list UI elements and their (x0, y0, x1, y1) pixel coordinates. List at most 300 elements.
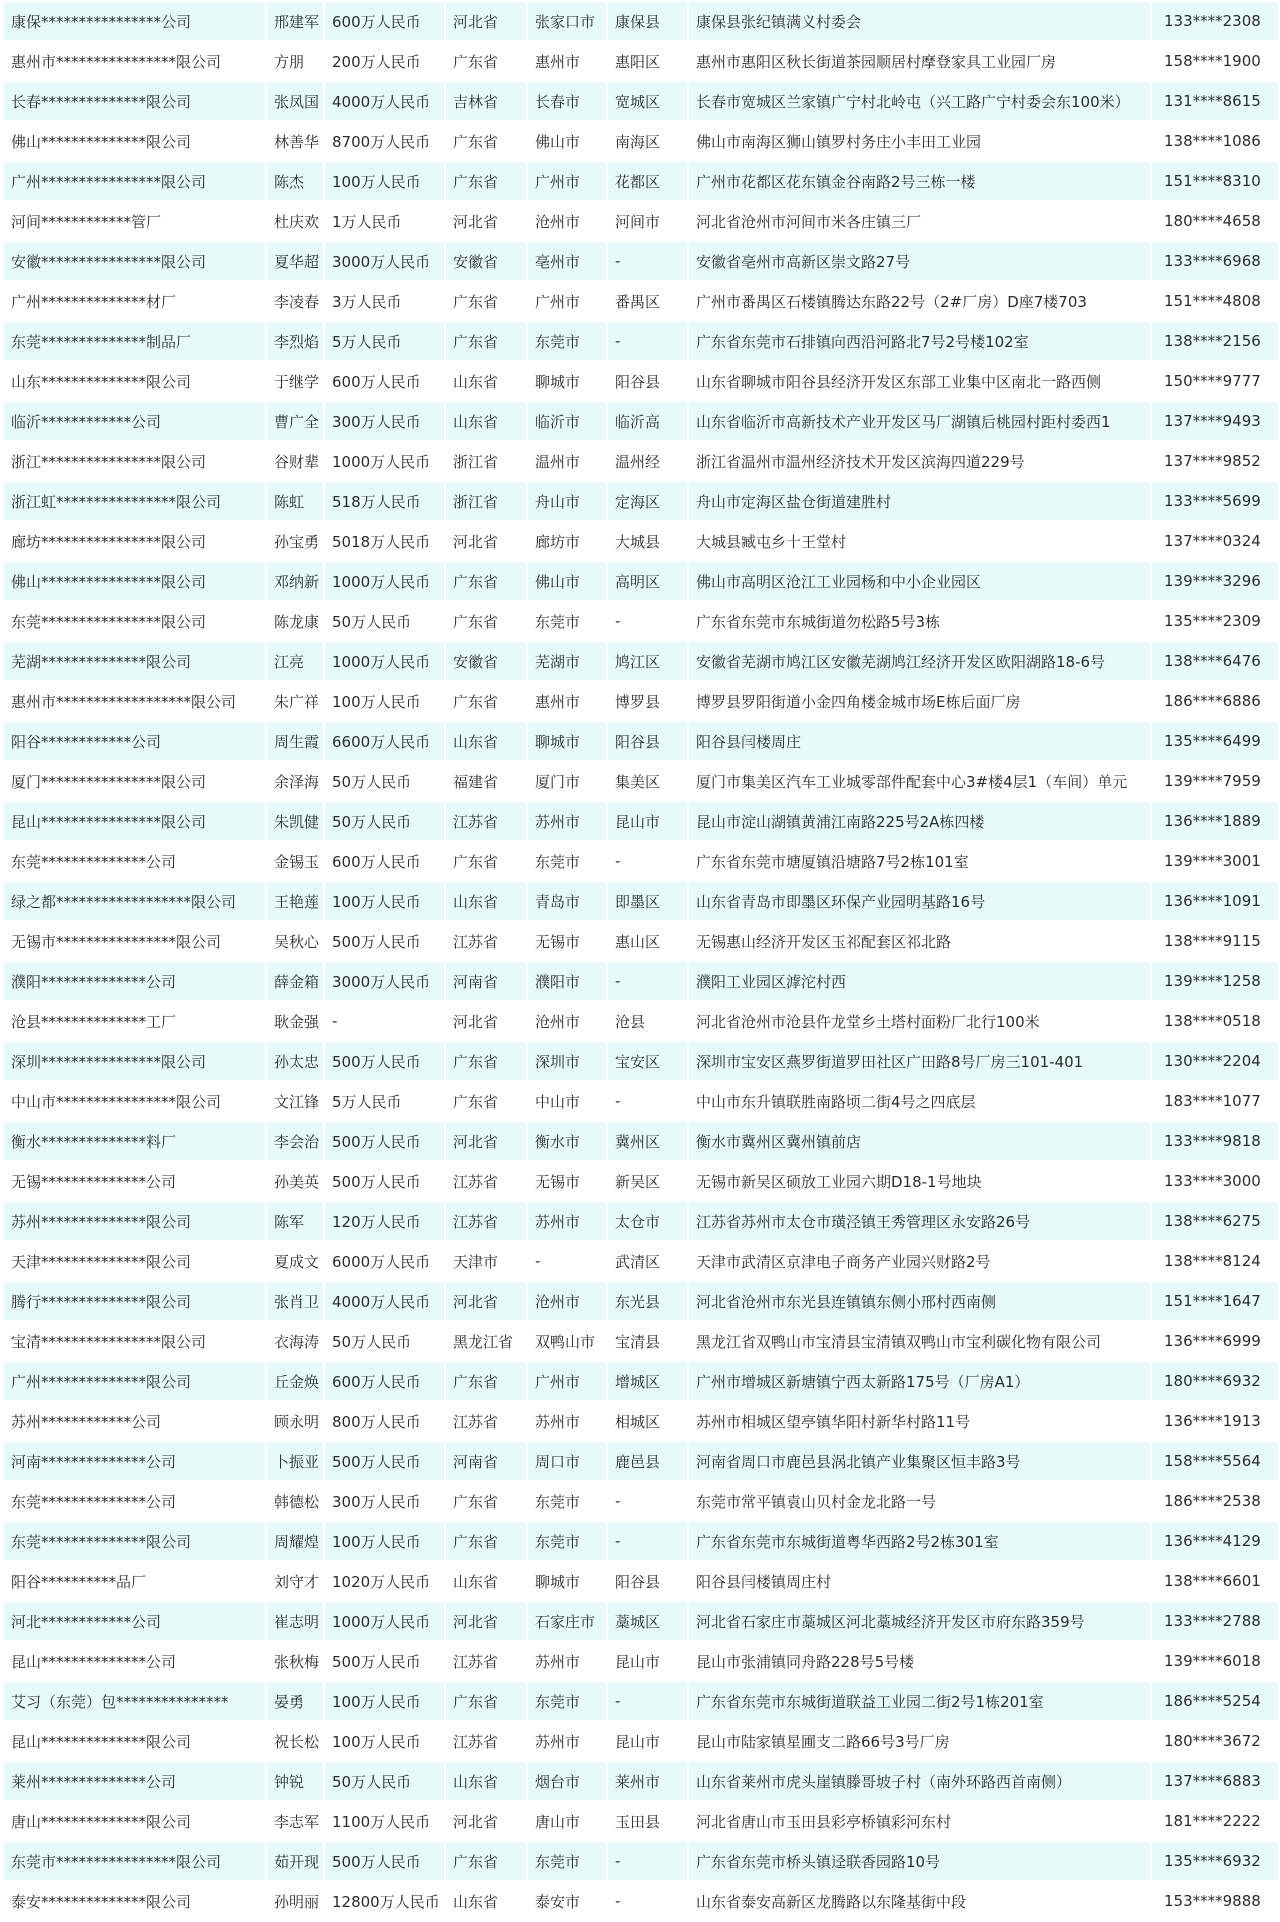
company-name-cell: 东莞**************限公司 (3, 1521, 266, 1561)
legal-rep-cell: 张凤国 (266, 81, 324, 121)
address-cell: 无锡市新吴区硕放工业园六期D18-1号地块 (688, 1161, 1151, 1201)
phone-cell: 139****3001 (1151, 841, 1279, 881)
registered-capital-cell: 200万人民币 (324, 41, 445, 81)
address-cell: 昆山市陆家镇星圃支二路66号3号厂房 (688, 1721, 1151, 1761)
city-cell: 无锡市 (527, 921, 607, 961)
province-cell: 河北省 (445, 201, 527, 241)
company-name-cell: 浙江虹****************限公司 (3, 481, 266, 521)
legal-rep-cell: 金锡玉 (266, 841, 324, 881)
city-cell: 唐山市 (527, 1801, 607, 1841)
table-row (3, 1761, 1279, 1801)
company-name-cell: 阳谷************公司 (3, 721, 266, 761)
company-name-cell: 莱州**************公司 (3, 1761, 266, 1801)
legal-rep-cell: 文江锋 (266, 1081, 324, 1121)
province-cell: 广东省 (445, 681, 527, 721)
district-cell: 宽城区 (607, 81, 688, 121)
table-row (3, 1281, 1279, 1321)
city-cell: 沧州市 (527, 1281, 607, 1321)
district-cell: - (607, 961, 688, 1001)
city-cell: 亳州市 (527, 241, 607, 281)
company-name-cell: 安徽****************限公司 (3, 241, 266, 281)
table-row (3, 1521, 1279, 1561)
district-cell: 定海区 (607, 481, 688, 521)
registered-capital-cell: 1000万人民币 (324, 1601, 445, 1641)
district-cell: - (607, 601, 688, 641)
district-cell: 新吴区 (607, 1161, 688, 1201)
legal-rep-cell: 钟锐 (266, 1761, 324, 1801)
phone-cell: 135****6932 (1151, 1841, 1279, 1881)
company-name-cell: 厦门****************限公司 (3, 761, 266, 801)
province-cell: 河北省 (445, 521, 527, 561)
province-cell: 广东省 (445, 1841, 527, 1881)
district-cell: 莱州市 (607, 1761, 688, 1801)
address-cell: 广东省东莞市石排镇向西沿河路北7号2号楼102室 (688, 321, 1151, 361)
legal-rep-cell: 江亮 (266, 641, 324, 681)
legal-rep-cell: 朱凯健 (266, 801, 324, 841)
address-cell: 昆山市淀山湖镇黄浦江南路225号2A栋四楼 (688, 801, 1151, 841)
legal-rep-cell: 陈虹 (266, 481, 324, 521)
address-cell: 黑龙江省双鸭山市宝清县宝清镇双鸭山市宝利碳化物有限公司 (688, 1321, 1151, 1361)
province-cell: 广东省 (445, 1041, 527, 1081)
province-cell: 山东省 (445, 721, 527, 761)
phone-cell: 138****6476 (1151, 641, 1279, 681)
district-cell: 阳谷县 (607, 361, 688, 401)
province-cell: 广东省 (445, 121, 527, 161)
district-cell: 武清区 (607, 1241, 688, 1281)
registered-capital-cell: 120万人民币 (324, 1201, 445, 1241)
district-cell: - (607, 1481, 688, 1521)
company-name-cell: 河南**************公司 (3, 1441, 266, 1481)
legal-rep-cell: 晏勇 (266, 1681, 324, 1721)
district-cell: 康保县 (607, 1, 688, 41)
district-cell: - (607, 1681, 688, 1721)
table-row (3, 521, 1279, 561)
district-cell: 南海区 (607, 121, 688, 161)
province-cell: 山东省 (445, 401, 527, 441)
city-cell: 苏州市 (527, 1401, 607, 1441)
phone-cell: 180****6932 (1151, 1361, 1279, 1401)
province-cell: 广东省 (445, 321, 527, 361)
legal-rep-cell: 丘金焕 (266, 1361, 324, 1401)
address-cell: 苏州市相城区望亭镇华阳村新华村路11号 (688, 1401, 1151, 1441)
address-cell: 河北省沧州市东光县连镇镇东侧小邢村西南侧 (688, 1281, 1151, 1321)
province-cell: 广东省 (445, 561, 527, 601)
company-name-cell: 东莞**************公司 (3, 1481, 266, 1521)
city-cell: 广州市 (527, 281, 607, 321)
table-row (3, 1241, 1279, 1281)
phone-cell: 138****6601 (1151, 1561, 1279, 1601)
district-cell: - (607, 241, 688, 281)
legal-rep-cell: 李烈焰 (266, 321, 324, 361)
city-cell: 惠州市 (527, 681, 607, 721)
province-cell: 广东省 (445, 841, 527, 881)
phone-cell: 138****1086 (1151, 121, 1279, 161)
district-cell: 临沂高 (607, 401, 688, 441)
address-cell: 浙江省温州市温州经济技术开发区滨海四道229号 (688, 441, 1151, 481)
table-row (3, 921, 1279, 961)
table-row (3, 1321, 1279, 1361)
province-cell: 广东省 (445, 601, 527, 641)
table-row (3, 281, 1279, 321)
phone-cell: 138****0518 (1151, 1001, 1279, 1041)
company-name-cell: 广州**************限公司 (3, 1361, 266, 1401)
city-cell: 广州市 (527, 161, 607, 201)
registered-capital-cell: 100万人民币 (324, 1721, 445, 1761)
district-cell: - (607, 1881, 688, 1921)
registered-capital-cell: 3000万人民币 (324, 241, 445, 281)
registered-capital-cell: 4000万人民币 (324, 1281, 445, 1321)
city-cell: 聊城市 (527, 721, 607, 761)
phone-cell: 133****6968 (1151, 241, 1279, 281)
company-name-cell: 天津**************限公司 (3, 1241, 266, 1281)
registered-capital-cell: 300万人民币 (324, 401, 445, 441)
legal-rep-cell: 周生霞 (266, 721, 324, 761)
address-cell: 山东省临沂市高新技术产业开发区马厂湖镇后桃园村距村委西1 (688, 401, 1151, 441)
province-cell: 江苏省 (445, 1721, 527, 1761)
address-cell: 阳谷县闫楼镇周庄村 (688, 1561, 1151, 1601)
city-cell: 沧州市 (527, 201, 607, 241)
table-row (3, 1001, 1279, 1041)
registered-capital-cell: 50万人民币 (324, 1321, 445, 1361)
address-cell: 天津市武清区京津电子商务产业园兴财路2号 (688, 1241, 1151, 1281)
phone-cell: 180****3672 (1151, 1721, 1279, 1761)
district-cell: 温州经 (607, 441, 688, 481)
district-cell: 鸠江区 (607, 641, 688, 681)
legal-rep-cell: 朱广祥 (266, 681, 324, 721)
legal-rep-cell: 吴秋心 (266, 921, 324, 961)
address-cell: 河北省唐山市玉田县彩亭桥镇彩河东村 (688, 1801, 1151, 1841)
legal-rep-cell: 崔志明 (266, 1601, 324, 1641)
address-cell: 广州市番禺区石楼镇腾达东路22号（2#厂房）D座7楼703 (688, 281, 1151, 321)
company-name-cell: 芜湖**************限公司 (3, 641, 266, 681)
phone-cell: 136****1913 (1151, 1401, 1279, 1441)
table-row (3, 401, 1279, 441)
legal-rep-cell: 李志军 (266, 1801, 324, 1841)
registered-capital-cell: 50万人民币 (324, 1761, 445, 1801)
phone-cell: 138****8124 (1151, 1241, 1279, 1281)
city-cell: 东莞市 (527, 1481, 607, 1521)
address-cell: 厦门市集美区汽车工业城零部件配套中心3#楼4层1（车间）单元 (688, 761, 1151, 801)
phone-cell: 180****4658 (1151, 201, 1279, 241)
table-row (3, 1201, 1279, 1241)
legal-rep-cell: 王艳莲 (266, 881, 324, 921)
table-row (3, 1, 1279, 41)
registered-capital-cell: 100万人民币 (324, 1681, 445, 1721)
city-cell: 双鸭山市 (527, 1321, 607, 1361)
legal-rep-cell: 顾永明 (266, 1401, 324, 1441)
registered-capital-cell: 6600万人民币 (324, 721, 445, 761)
phone-cell: 158****1900 (1151, 41, 1279, 81)
legal-rep-cell: 祝长松 (266, 1721, 324, 1761)
address-cell: 无锡惠山经济开发区玉祁配套区祁北路 (688, 921, 1151, 961)
phone-cell: 139****1258 (1151, 961, 1279, 1001)
address-cell: 广东省东莞市桥头镇迳联香园路10号 (688, 1841, 1151, 1881)
table-row (3, 801, 1279, 841)
company-name-cell: 浙江****************限公司 (3, 441, 266, 481)
company-name-cell: 腾行**************限公司 (3, 1281, 266, 1321)
legal-rep-cell: 薛金箱 (266, 961, 324, 1001)
district-cell: 宝清县 (607, 1321, 688, 1361)
district-cell: 昆山市 (607, 1641, 688, 1681)
phone-cell: 139****7959 (1151, 761, 1279, 801)
city-cell: 佛山市 (527, 561, 607, 601)
registered-capital-cell: 1100万人民币 (324, 1801, 445, 1841)
legal-rep-cell: 陈军 (266, 1201, 324, 1241)
table-row (3, 1601, 1279, 1641)
city-cell: 临沂市 (527, 401, 607, 441)
table-row (3, 81, 1279, 121)
province-cell: 广东省 (445, 1361, 527, 1401)
phone-cell: 130****2204 (1151, 1041, 1279, 1081)
address-cell: 河北省石家庄市藁城区河北藁城经济开发区市府东路359号 (688, 1601, 1151, 1641)
table-row (3, 721, 1279, 761)
province-cell: 浙江省 (445, 441, 527, 481)
province-cell: 河北省 (445, 1, 527, 41)
phone-cell: 186****5254 (1151, 1681, 1279, 1721)
company-name-cell: 河北************公司 (3, 1601, 266, 1641)
legal-rep-cell: 卜振亚 (266, 1441, 324, 1481)
company-name-cell: 宝清****************限公司 (3, 1321, 266, 1361)
address-cell: 濮阳工业园区滹沱村西 (688, 961, 1151, 1001)
phone-cell: 135****6499 (1151, 721, 1279, 761)
registered-capital-cell: 500万人民币 (324, 1641, 445, 1681)
legal-rep-cell: 夏成文 (266, 1241, 324, 1281)
registered-capital-cell: 500万人民币 (324, 1121, 445, 1161)
address-cell: 大城县臧屯乡十王堂村 (688, 521, 1151, 561)
company-name-cell: 昆山**************限公司 (3, 1721, 266, 1761)
city-cell: 芜湖市 (527, 641, 607, 681)
company-name-cell: 阳谷**********品厂 (3, 1561, 266, 1601)
province-cell: 河北省 (445, 1801, 527, 1841)
city-cell: 温州市 (527, 441, 607, 481)
registered-capital-cell: 100万人民币 (324, 681, 445, 721)
city-cell: - (527, 1241, 607, 1281)
legal-rep-cell: 耿金强 (266, 1001, 324, 1041)
legal-rep-cell: 刘守才 (266, 1561, 324, 1601)
table-row (3, 841, 1279, 881)
company-name-cell: 东莞市****************限公司 (3, 1841, 266, 1881)
phone-cell: 186****2538 (1151, 1481, 1279, 1521)
company-name-cell: 河间************管厂 (3, 201, 266, 241)
phone-cell: 136****1889 (1151, 801, 1279, 841)
address-cell: 江苏省苏州市太仓市璜泾镇王秀管理区永安路26号 (688, 1201, 1151, 1241)
city-cell: 青岛市 (527, 881, 607, 921)
phone-cell: 133****2308 (1151, 1, 1279, 41)
city-cell: 张家口市 (527, 1, 607, 41)
province-cell: 河南省 (445, 961, 527, 1001)
registered-capital-cell: 500万人民币 (324, 1441, 445, 1481)
phone-cell: 151****1647 (1151, 1281, 1279, 1321)
city-cell: 东莞市 (527, 1681, 607, 1721)
registered-capital-cell: 1020万人民币 (324, 1561, 445, 1601)
address-cell: 河北省沧州市沧县仵龙堂乡土塔村面粉厂北行100米 (688, 1001, 1151, 1041)
table-row (3, 161, 1279, 201)
legal-rep-cell: 陈杰 (266, 161, 324, 201)
registered-capital-cell: 50万人民币 (324, 801, 445, 841)
city-cell: 苏州市 (527, 1201, 607, 1241)
city-cell: 东莞市 (527, 601, 607, 641)
city-cell: 苏州市 (527, 801, 607, 841)
phone-cell: 153****9888 (1151, 1881, 1279, 1921)
province-cell: 广东省 (445, 281, 527, 321)
table-row (3, 1721, 1279, 1761)
registered-capital-cell: 3万人民币 (324, 281, 445, 321)
city-cell: 濮阳市 (527, 961, 607, 1001)
city-cell: 苏州市 (527, 1721, 607, 1761)
district-cell: 鹿邑县 (607, 1441, 688, 1481)
city-cell: 聊城市 (527, 361, 607, 401)
registered-capital-cell: 8700万人民币 (324, 121, 445, 161)
company-name-cell: 绿之都******************限公司 (3, 881, 266, 921)
phone-cell: 133****3000 (1151, 1161, 1279, 1201)
province-cell: 广东省 (445, 41, 527, 81)
phone-cell: 139****6018 (1151, 1641, 1279, 1681)
registered-capital-cell: 500万人民币 (324, 921, 445, 961)
city-cell: 泰安市 (527, 1881, 607, 1921)
registered-capital-cell: 100万人民币 (324, 161, 445, 201)
registered-capital-cell: 518万人民币 (324, 481, 445, 521)
province-cell: 山东省 (445, 1561, 527, 1601)
table-row (3, 321, 1279, 361)
company-name-cell: 无锡市****************限公司 (3, 921, 266, 961)
company-name-cell: 临沂************公司 (3, 401, 266, 441)
address-cell: 广东省东莞市东城街道勿松路5号3栋 (688, 601, 1151, 641)
address-cell: 安徽省亳州市高新区崇文路27号 (688, 241, 1151, 281)
address-cell: 河北省沧州市河间市米各庄镇三厂 (688, 201, 1151, 241)
registered-capital-cell: 1000万人民币 (324, 441, 445, 481)
registered-capital-cell: 12800万人民币 (324, 1881, 445, 1921)
district-cell: 冀州区 (607, 1121, 688, 1161)
district-cell: - (607, 841, 688, 881)
district-cell: - (607, 1081, 688, 1121)
province-cell: 河北省 (445, 1601, 527, 1641)
company-name-cell: 昆山**************公司 (3, 1641, 266, 1681)
company-name-cell: 广州****************限公司 (3, 161, 266, 201)
district-cell: 玉田县 (607, 1801, 688, 1841)
table-row (3, 1041, 1279, 1081)
district-cell: 番禺区 (607, 281, 688, 321)
address-cell: 佛山市高明区沧江工业园杨和中小企业园区 (688, 561, 1151, 601)
table-row (3, 681, 1279, 721)
phone-cell: 136****6999 (1151, 1321, 1279, 1361)
district-cell: 阳谷县 (607, 1561, 688, 1601)
address-cell: 山东省泰安高新区龙腾路以东隆基街中段 (688, 1881, 1151, 1921)
legal-rep-cell: 夏华超 (266, 241, 324, 281)
province-cell: 安徽省 (445, 641, 527, 681)
phone-cell: 136****1091 (1151, 881, 1279, 921)
district-cell: 东光县 (607, 1281, 688, 1321)
table-row (3, 1881, 1279, 1921)
phone-cell: 137****9852 (1151, 441, 1279, 481)
registered-capital-cell: 5万人民币 (324, 1081, 445, 1121)
address-cell: 佛山市南海区狮山镇罗村务庄小丰田工业园 (688, 121, 1151, 161)
company-name-cell: 苏州************公司 (3, 1401, 266, 1441)
registered-capital-cell: 500万人民币 (324, 1161, 445, 1201)
company-name-cell: 廊坊****************限公司 (3, 521, 266, 561)
phone-cell: 158****5564 (1151, 1441, 1279, 1481)
province-cell: 河北省 (445, 1121, 527, 1161)
table-row (3, 1441, 1279, 1481)
district-cell: 阳谷县 (607, 721, 688, 761)
registered-capital-cell: 1000万人民币 (324, 561, 445, 601)
phone-cell: 135****2309 (1151, 601, 1279, 641)
legal-rep-cell: 孙太忠 (266, 1041, 324, 1081)
registered-capital-cell: 4000万人民币 (324, 81, 445, 121)
legal-rep-cell: 曹广全 (266, 401, 324, 441)
address-cell: 广州市花都区花东镇金谷南路2号三栋一楼 (688, 161, 1151, 201)
province-cell: 浙江省 (445, 481, 527, 521)
province-cell: 河北省 (445, 1001, 527, 1041)
address-cell: 广州市增城区新塘镇宁西太新路175号（厂房A1） (688, 1361, 1151, 1401)
phone-cell: 181****2222 (1151, 1801, 1279, 1841)
registered-capital-cell: - (324, 1001, 445, 1041)
province-cell: 广东省 (445, 1681, 527, 1721)
company-name-cell: 唐山**************限公司 (3, 1801, 266, 1841)
province-cell: 山东省 (445, 361, 527, 401)
table-row (3, 1841, 1279, 1881)
phone-cell: 138****6275 (1151, 1201, 1279, 1241)
registered-capital-cell: 600万人民币 (324, 841, 445, 881)
province-cell: 福建省 (445, 761, 527, 801)
legal-rep-cell: 谷财辈 (266, 441, 324, 481)
province-cell: 天津市 (445, 1241, 527, 1281)
company-name-cell: 泰安**************限公司 (3, 1881, 266, 1921)
registered-capital-cell: 100万人民币 (324, 1521, 445, 1561)
address-cell: 山东省青岛市即墨区环保产业园明基路16号 (688, 881, 1151, 921)
company-name-cell: 长春**************限公司 (3, 81, 266, 121)
phone-cell: 133****2788 (1151, 1601, 1279, 1641)
legal-rep-cell: 周耀煌 (266, 1521, 324, 1561)
city-cell: 东莞市 (527, 841, 607, 881)
legal-rep-cell: 衣海涛 (266, 1321, 324, 1361)
registered-capital-cell: 3000万人民币 (324, 961, 445, 1001)
company-name-cell: 濮阳**************公司 (3, 961, 266, 1001)
company-name-cell: 佛山****************限公司 (3, 561, 266, 601)
address-cell: 中山市东升镇联胜南路顷二街4号之四底层 (688, 1081, 1151, 1121)
address-cell: 安徽省芜湖市鸠江区安徽芜湖鸠江经济开发区欧阳湖路18-6号 (688, 641, 1151, 681)
table-row (3, 121, 1279, 161)
district-cell: 增城区 (607, 1361, 688, 1401)
table-row (3, 441, 1279, 481)
address-cell: 河南省周口市鹿邑县涡北镇产业集聚区恒丰路3号 (688, 1441, 1151, 1481)
address-cell: 昆山市张浦镇同舟路228号5号楼 (688, 1641, 1151, 1681)
phone-cell: 131****8615 (1151, 81, 1279, 121)
address-cell: 广东省东莞市东城街道粤华西路2号2栋301室 (688, 1521, 1151, 1561)
district-cell: 太仓市 (607, 1201, 688, 1241)
phone-cell: 138****9115 (1151, 921, 1279, 961)
table-row (3, 1561, 1279, 1601)
table-row (3, 361, 1279, 401)
phone-cell: 151****8310 (1151, 161, 1279, 201)
table-row (3, 881, 1279, 921)
district-cell: 昆山市 (607, 1721, 688, 1761)
company-name-cell: 山东**************限公司 (3, 361, 266, 401)
province-cell: 广东省 (445, 1481, 527, 1521)
province-cell: 山东省 (445, 1761, 527, 1801)
phone-cell: 150****9777 (1151, 361, 1279, 401)
phone-cell: 133****9818 (1151, 1121, 1279, 1161)
table-row (3, 481, 1279, 521)
city-cell: 廊坊市 (527, 521, 607, 561)
company-name-cell: 衡水**************料厂 (3, 1121, 266, 1161)
city-cell: 周口市 (527, 1441, 607, 1481)
table-row (3, 961, 1279, 1001)
district-cell: 即墨区 (607, 881, 688, 921)
registered-capital-cell: 5万人民币 (324, 321, 445, 361)
address-cell: 广东省东莞市塘厦镇沿塘路7号2栋101室 (688, 841, 1151, 881)
district-cell: 花都区 (607, 161, 688, 201)
phone-cell: 186****6886 (1151, 681, 1279, 721)
